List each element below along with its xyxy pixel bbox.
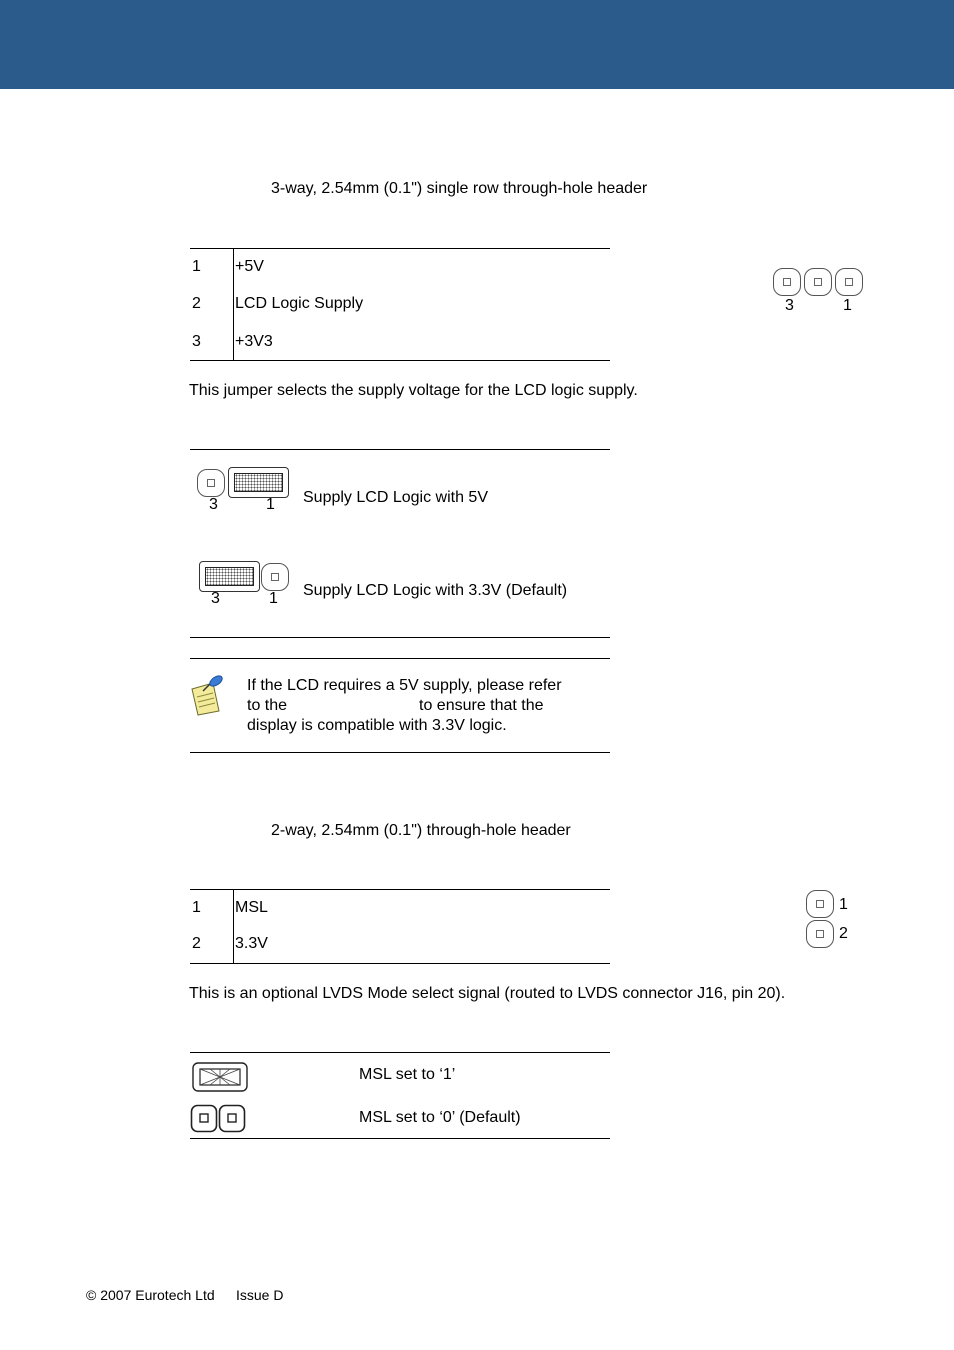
note-line-1: If the LCD requires a 5V supply, please refer	[247, 677, 562, 694]
setting-text: Supply LCD Logic with 3.3V (Default)	[303, 582, 568, 599]
pin-label-1: 1	[839, 896, 848, 913]
header-banner	[0, 0, 954, 89]
pin-signal: MSL	[235, 899, 268, 916]
settings-rule-bottom	[190, 1138, 610, 1139]
footer-issue: Issue D	[236, 1287, 284, 1303]
settings-rule-bottom	[190, 637, 610, 638]
jumper-cap-icon	[199, 561, 260, 592]
jumper-cap-icon	[228, 467, 289, 498]
setting-text: MSL set to ‘1’	[359, 1066, 456, 1083]
pin-number: 3	[192, 333, 201, 350]
note-line-2b: to ensure that the	[419, 697, 544, 714]
pin-label-2: 2	[839, 925, 848, 942]
jumper-open-icon	[190, 1104, 246, 1133]
pin-number: 1	[192, 899, 201, 916]
pin-signal: LCD Logic Supply	[235, 295, 364, 312]
note-line-2a: to the	[247, 697, 288, 714]
pin-1-icon	[806, 890, 834, 918]
pin-label-1: 1	[843, 297, 852, 314]
pin-label-1: 1	[266, 496, 275, 513]
pin-signal: +5V	[235, 258, 264, 275]
pin-label-3: 3	[785, 297, 794, 314]
header-description: 2-way, 2.54mm (0.1") through-hole header	[271, 822, 571, 839]
table-column-divider	[233, 890, 234, 963]
table-rule-top	[190, 889, 610, 890]
note-pushpin-icon	[189, 675, 229, 717]
header-description: 3-way, 2.54mm (0.1") single row through-hole header	[271, 180, 648, 197]
pin-1-icon	[835, 268, 863, 296]
note-rule-top	[190, 658, 610, 659]
table-rule-top	[190, 248, 610, 249]
jumper-closed-icon	[192, 1062, 248, 1092]
pin-label-3: 3	[209, 496, 218, 513]
pin-number: 2	[192, 935, 201, 952]
jumper-description: This jumper selects the supply voltage for the LCD logic supply.	[189, 382, 638, 399]
open-pin-icon	[261, 563, 289, 591]
settings-rule-top	[190, 449, 610, 450]
pin-label-3: 3	[211, 590, 220, 607]
open-pin-icon	[197, 469, 225, 497]
pin-label-1: 1	[269, 590, 278, 607]
setting-text: MSL set to ‘0’ (Default)	[359, 1109, 521, 1126]
table-column-divider	[233, 249, 234, 360]
note-rule-bottom	[190, 752, 610, 753]
pin-2-icon	[804, 268, 832, 296]
pin-signal: +3V3	[235, 333, 273, 350]
setting-text: Supply LCD Logic with 5V	[303, 489, 488, 506]
pin-3-icon	[773, 268, 801, 296]
pin-number: 2	[192, 295, 201, 312]
table-rule-bottom	[190, 360, 610, 361]
pin-number: 1	[192, 258, 201, 275]
note-line-3: display is compatible with 3.3V logic.	[247, 717, 507, 734]
pin-2-icon	[806, 920, 834, 948]
pin-signal: 3.3V	[235, 935, 268, 952]
jumper-description: This is an optional LVDS Mode select signal (routed to LVDS connector J16, pin 20).	[189, 985, 786, 1002]
settings-rule-top	[190, 1052, 610, 1053]
footer-copyright: © 2007 Eurotech Ltd	[86, 1287, 215, 1303]
table-rule-bottom	[190, 963, 610, 964]
